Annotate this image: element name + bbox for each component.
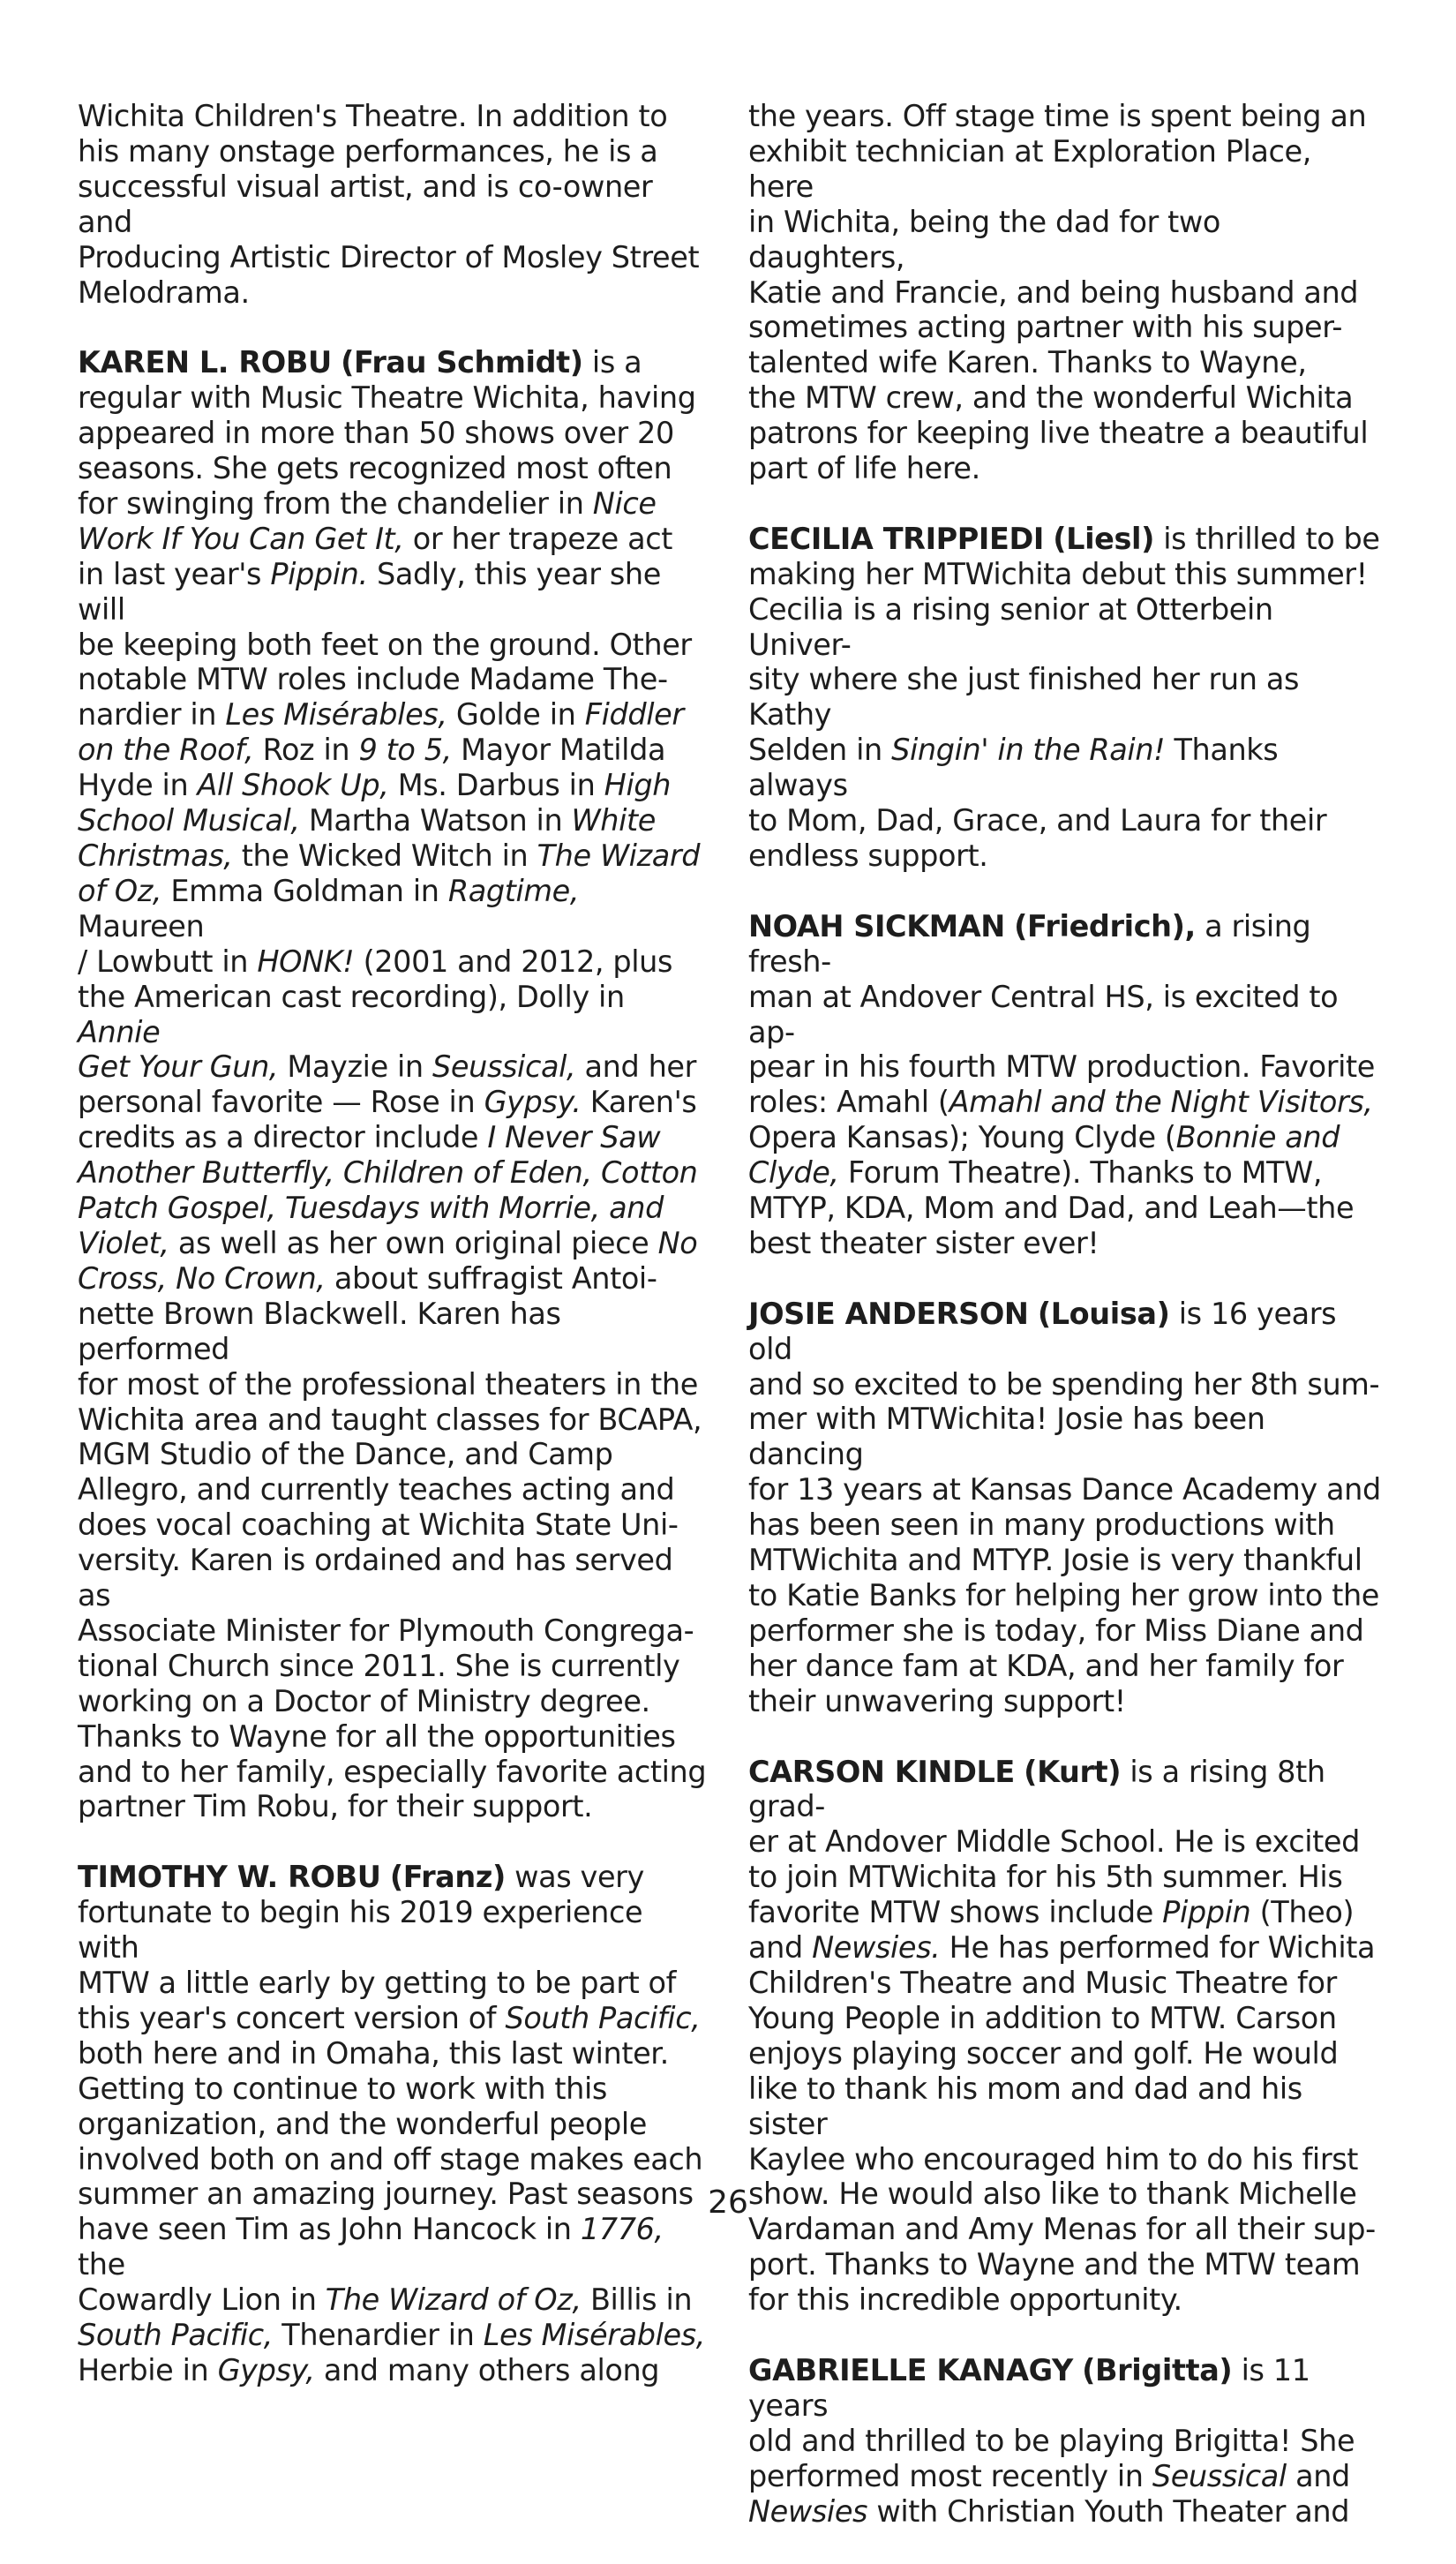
bio-text: Karen's credits as a director include [78, 1085, 697, 1155]
work-title: South Pacific, [505, 2000, 701, 2035]
role-name: (Liesl) [1053, 521, 1155, 556]
work-title: Pippin [1162, 1895, 1251, 1930]
bio-text: Roz in [253, 733, 359, 768]
bio-text: is a rising 8th grad- er at Andover Middle School. He is excited to join MTWichita for his 5th summer. His favorite MTW shows include [748, 1754, 1360, 1930]
role-name: (Louisa) [1037, 1296, 1170, 1331]
work-title: White Christmas, [78, 803, 656, 874]
bio-text: and [1295, 2458, 1350, 2493]
bio-text: Mayor Matilda Hyde in [78, 733, 666, 803]
role-name: (Friedrich), [1014, 908, 1196, 944]
work-title: Gypsy. [484, 1085, 582, 1120]
work-title: The Wizard of Oz, [78, 838, 701, 908]
bio-text: a rising fresh- man at Andover Central HS, is excited to ap- pear in his fourth MTW production. Favorite roles: Amahl ( [748, 908, 1375, 1120]
bio-text: Herbie in [78, 2352, 209, 2387]
bio-text: the Wicked Witch in [232, 838, 537, 874]
work-title: I Never Saw Another Butterfly, Children of Eden, Cotton Patch Gospel, Tuesdays with Morrie, and Violet, [78, 1120, 698, 1260]
bio-text: the Cowardly Lion in [78, 2247, 317, 2318]
work-title: Singin' in the Rain! [891, 733, 1166, 768]
performer-name: JOSIE ANDERSON [748, 1296, 1029, 1331]
work-title: No Cross, No Crown, [78, 1225, 698, 1296]
work-title: Newsies. [812, 1930, 941, 1966]
work-title: Gypsy, [217, 2352, 315, 2387]
bio-text: or her trapeze act in last year's [78, 521, 673, 591]
work-title: Bonnie and Clyde, [748, 1120, 1340, 1191]
work-title: Seussical, [432, 1049, 576, 1085]
performer-name: KAREN L. ROBU [78, 345, 332, 380]
bio-text: Mayzie in [278, 1049, 433, 1085]
bio-text: Sadly, this year she will be keeping both feet on the ground. Other notable MTW roles include Madame The- nardier in [78, 556, 692, 733]
bio-text: (2001 and 2012, plus the American cast recording), Dolly in [78, 944, 673, 1014]
role-name: (Kurt) [1024, 1754, 1122, 1789]
bio-paragraph [78, 345, 711, 1824]
bio-text: and many others along [314, 2352, 660, 2387]
work-title: Seussical [1152, 2458, 1287, 2493]
work-title: Les Misérables, [225, 697, 447, 733]
bio-text: Ms. Darbus in [388, 768, 604, 803]
continued-paragraph: the years. Off stage time is spent being an exhibit technician at Exploration Place, here in Wichita, being the dad for two daughters, Katie and Francie, and being husband and sometimes acting partner with his super- talented wife Karen. Thanks to Wayne, the MTW crew, and the wonderful Wichita patrons for keeping live theatre a beautiful part of life here. [748, 99, 1369, 486]
performer-name: TIMOTHY W. ROBU [78, 1860, 381, 1895]
bio-paragraph [78, 1860, 711, 2388]
performer-name: CARSON KINDLE [748, 1754, 1015, 1789]
work-title: High School Musical, [78, 768, 672, 838]
bio-text: is 11 years old and thrilled to be playing Brigitta! She performed most recently in [748, 2352, 1355, 2493]
bio-paragraph [748, 1755, 1382, 2319]
bio-text: as well as her own original piece [169, 1225, 658, 1260]
bio-text: about suffragist Antoi- nette Brown Blackwell. Karen has performed for most of the professional theaters in the Wichita area and taught classes for BCAPA, MGM Studio of the Dance, and Camp Allegro, and currently teaches acting and does vocal coaching at Wichita State Uni- versity. Karen is ordained and has served as Associate Minister for Plymouth Congrega- tional Church since 2011. She is currently working on a Doctor of Ministry degree. Thanks to Wayne for all the opportunities and to her family, especially favorite acting partner Tim Robu, for their support. [78, 1260, 707, 1824]
work-title: The Wizard of Oz, [325, 2282, 582, 2318]
role-name: (Franz) [389, 1860, 506, 1895]
bio-text: Forum Theatre). Thanks to MTW, MTYP, KDA, Mom and Dad, and Leah—the best theater sister ever! [748, 1155, 1355, 1260]
bio-text: both here and in Omaha, this last winter. Getting to continue to work with this organization, and the wonderful people involved both on and off stage makes each summer an amazing journey. Past seasons have seen Tim as John Hancock in [78, 2035, 703, 2247]
work-title: Newsies [748, 2493, 868, 2529]
bio-text: Opera Kansas); Young Clyde ( [748, 1120, 1176, 1155]
work-title: 9 to 5, [358, 733, 452, 768]
performer-name: GABRIELLE KANAGY [748, 2352, 1073, 2387]
bio-text: was very fortunate to begin his 2019 experience with MTW a little early by getting to be part of this year's concert version of [78, 1860, 677, 2035]
work-title: Nice Work If You Can Get It, [78, 485, 657, 556]
bio-text: with Christian Youth Theater and [867, 2493, 1350, 2529]
work-title: Les Misérables, [483, 2318, 705, 2353]
role-name: (Brigitta) [1082, 2352, 1233, 2387]
work-title: Ragtime, [447, 873, 580, 908]
page-number: 26 [708, 2184, 748, 2221]
bio-text: Maureen / Lowbutt in [78, 908, 249, 979]
continued-paragraph: Wichita Children's Theatre. In addition to his many onstage performances, he is a successful visual artist, and is co-owner and Producing Artistic Director of Mosley Street Melodrama. [78, 99, 700, 310]
work-title: 1776, [580, 2212, 664, 2247]
work-title: South Pacific, [78, 2318, 274, 2353]
work-title: Pippin. [270, 556, 368, 591]
work-title: All Shook Up, [197, 768, 389, 803]
bio-text: Billis in [589, 2282, 693, 2318]
bio-paragraph [748, 522, 1382, 874]
bio-text: is thrilled to be making her MTWichita debut this summer! Cecilia is a rising senior at Otterbein Univer- sity where she just finished her run as Kathy Selden in [748, 521, 1380, 768]
bio-text: is 16 years old and so excited to be spending her 8th sum- mer with MTWichita! Josie has been dancing for 13 years at Kansas Dance Academy and has been seen in many productions with MTWichita and MTYP. Josie is very thankful to Katie Banks for helping her grow into the performer she is today, for Miss Diane and her dance fam at KDA, and her family for their unwavering support! [748, 1296, 1381, 1718]
work-title: Annie Get Your Gun, [78, 1014, 279, 1085]
bio-text: and her personal favorite — Rose in [78, 1049, 697, 1120]
bio-text: Thenardier in [273, 2318, 484, 2353]
left-column [78, 99, 711, 2424]
bio-text: Golde in [447, 697, 585, 733]
bio-paragraph [748, 909, 1382, 1261]
role-name: (Frau Schmidt) [341, 345, 583, 380]
bio-text: (Theo) and [748, 1895, 1355, 1966]
bio-text: Martha Watson in [299, 803, 572, 838]
work-title: Fiddler on the Roof, [78, 697, 684, 768]
bio-paragraph [748, 1297, 1382, 1719]
work-title: HONK! [257, 944, 355, 979]
bio-text: Emma Goldman in [161, 873, 448, 908]
bio-text: Thanks always to Mom, Dad, Grace, and Laura for their endless support. [748, 733, 1327, 874]
bio-text: is a regular with Music Theatre Wichita, having appeared in more than 50 shows over 20 seasons. She gets recognized most often for swinging from the chandelier in [78, 345, 696, 521]
bio-paragraph [748, 2353, 1382, 2530]
bio-text: He has performed for Wichita Children's Theatre and Music Theatre for Young People in addition to MTW. Carson enjoys playing soccer and golf. He would like to thank his mom and dad and his sister Kaylee who encouraged him to do his first show. He would also like to thank Michelle Vardaman and Amy Menas for all their sup- port. Thanks to Wayne and the MTW team for this incredible opportunity. [748, 1930, 1376, 2318]
performer-name: CECILIA TRIPPIEDI [748, 521, 1044, 556]
work-title: Amahl and the Night Visitors, [949, 1085, 1373, 1120]
performer-name: NOAH SICKMAN [748, 908, 1005, 944]
